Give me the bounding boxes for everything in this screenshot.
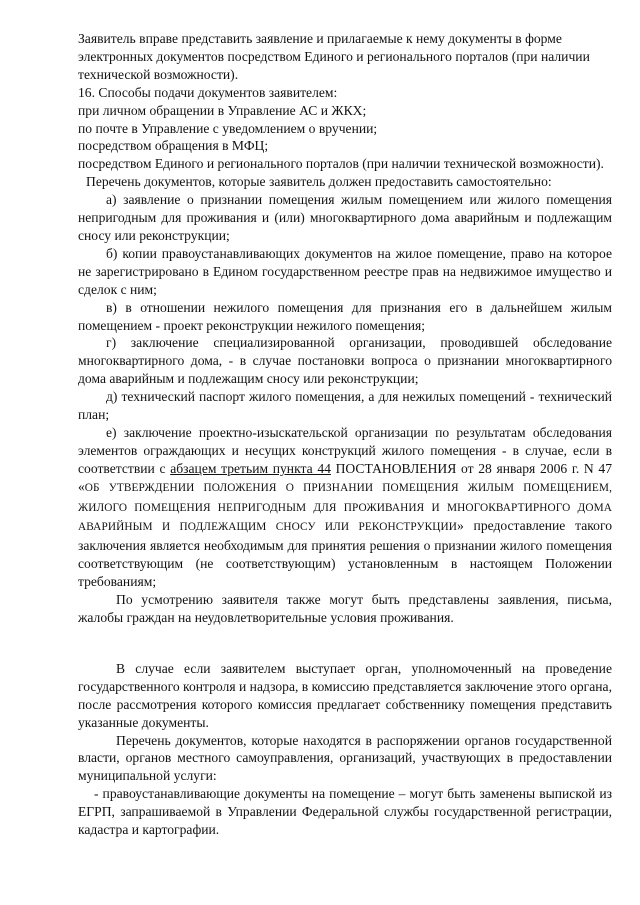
supervision-authority-paragraph: В случае если заявителем выступает орган, уполномоченный на проведение государственного контроля и надзора, в комиссию представляется заключение этого органа, после рассмотрения которого комиссия предлагает собственнику помещения представить указанные документы. — [78, 660, 612, 730]
paragraph-gap — [78, 627, 612, 660]
optional-documents-note: По усмотрению заявителя также могут быть представлены заявления, письма, жалобы граждан на неудовлетворительные условия проживания. — [78, 592, 612, 625]
method-by-mail: по почте в Управление с уведомлением о вручении; — [78, 120, 378, 136]
interagency-doc-item: - правоустанавливающие документы на помещение – могут быть заменены выпиской из ЕГРП, запрашиваемой в Управлении Федеральной службы государственной регистрации, кадастра и картографии. — [78, 786, 612, 838]
section-16-heading: 16. Способы подачи документов заявителем: — [78, 84, 338, 100]
method-mfc: посредством обращения в МФЦ; — [78, 138, 269, 154]
regulation-title: ОБ УТВЕРЖДЕНИИ ПОЛОЖЕНИЯ О ПРИЗНАНИИ ПОМЕЩЕНИЯ ЖИЛЫМ ПОМЕЩЕНИЕМ, ЖИЛОГО ПОМЕЩЕНИЯ НЕПРИГОДНЫМ ДЛЯ ПРОЖИВАНИЯ И МНОГОКВАРТИРНОГО ДОМА АВАРИЙНЫМ И ПОДЛЕЖАЩИМ СНОСУ ИЛИ РЕКОНСТРУКЦИИ — [78, 481, 612, 534]
doc-item-e: е) заключение проектно-изыскательской организации по результатам обследования элементов ограждающих и несущих конструкций жилого помещения - в случае, если в соответствии с абзацем третьим пункта 44 ПОСТАНОВЛЕНИЯ от 28 января 2006 г. N 47 «ОБ УТВЕРЖДЕНИИ ПОЛОЖЕНИЯ О ПРИЗНАНИИ ПОМЕЩЕНИЯ ЖИЛЫМ ПОМЕЩЕНИЕМ, ЖИЛОГО ПОМЕЩЕНИЯ НЕПРИГОДНЫМ ДЛЯ ПРОЖИВАНИЯ И МНОГОКВАРТИРНОГО ДОМА АВАРИЙНЫМ И ПОДЛЕЖАЩИМ СНОСУ ИЛИ РЕКОНСТРУКЦИИ» предоставление такого заключения является необходимым для принятия решения о признании жилого помещения соответствующим (не соответствующим) установленным в настоящем Положении требованиям; — [78, 424, 613, 590]
doc-item-b: б) копии правоустанавливающих документов на жилое помещение, право на которое не зарегистрировано в Едином государственном реестре прав на недвижимое имущество и сделок с ним; — [78, 245, 612, 297]
doc-item-d: д) технический паспорт жилого помещения, а для нежилых помещений - технический план; — [78, 389, 612, 423]
doc-item-g: г) заключение специализированной организации, проводившей обследование многоквартирного дома, - в случае постановки вопроса о признании многоквартирного дома аварийным и подлежащим сносу или реконструкции; — [78, 335, 612, 387]
method-portals: посредством Единого и регионального порталов (при наличии технической возможности). — [78, 156, 604, 172]
method-in-person: при личном обращении в Управление АС и ЖКХ; — [78, 102, 367, 118]
doc-item-a: а) заявление о признании помещения жилым помещением или жилого помещения непригодным для проживания и (или) многоквартирного дома аварийным и подлежащим сносу или реконструкции; — [78, 192, 612, 243]
self-documents-intro: Перечень документов, которые заявитель должен предоставить самостоятельно: — [86, 174, 552, 190]
online-submission-paragraph: Заявитель вправе представить заявление и прилагаемые к нему документы в форме электронных документов посредством Единого и регионального порталов (при наличии технической возможности). — [78, 31, 590, 82]
law-reference-link[interactable]: абзацем третьим пункта 44 — [170, 460, 331, 476]
doc-item-v: в) в отношении нежилого помещения для признания его в дальнейшем жилым помещением - проект реконструкции нежилого помещения; — [78, 299, 612, 333]
interagency-documents-intro: Перечень документов, которые находятся в распоряжении органов государственной власти, органов местного самоуправления, организаций, участвующих в предоставлении муниципальной услуги: — [78, 732, 612, 784]
